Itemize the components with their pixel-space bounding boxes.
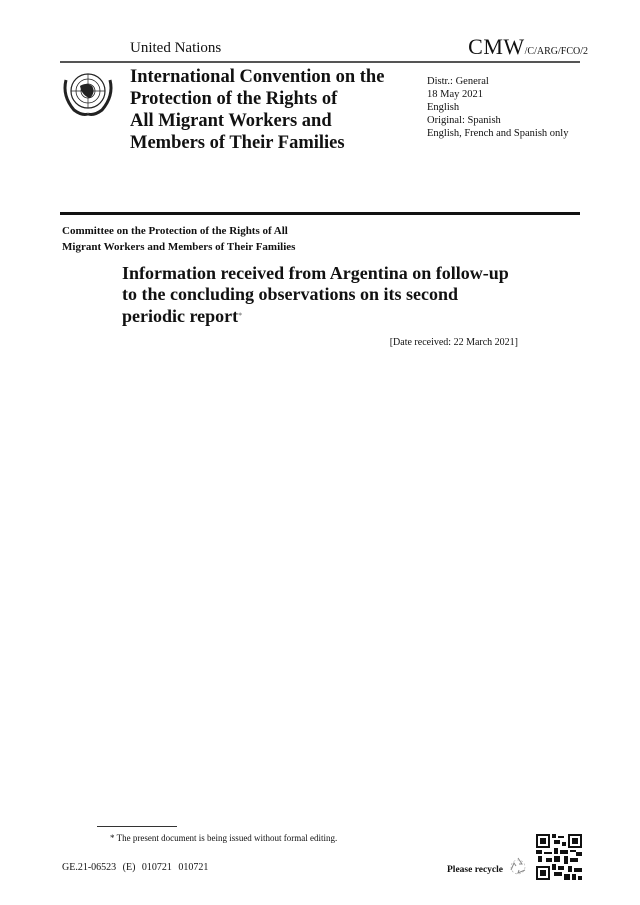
convention-line: Members of Their Families [130,133,345,153]
symbol-suffix: /C/ARG/FCO/2 [524,46,588,57]
distribution-languages: English, French and Spanish only [427,128,569,139]
committee-line: Migrant Workers and Members of Their Families [62,241,296,253]
distribution-date: 18 May 2021 [427,89,483,100]
distribution-line: Distr.: General [427,76,489,87]
title-line: Information received from Argentina on follow-up [122,263,509,283]
footnote-rule [97,826,177,827]
distribution-block [427,75,568,140]
recycle-icon [508,856,528,876]
convention-title [130,66,384,154]
convention-line: All Migrant Workers and [130,111,332,131]
distribution-original: Original: Spanish [427,115,501,126]
committee-name [62,223,295,255]
un-emblem-icon [60,66,116,120]
footnote-text: * The present document is being issued without formal editing. [110,833,338,843]
job-number: GE.21-06523 (E) 010721 010721 [62,862,209,873]
recycle-label: Please recycle [447,865,503,875]
title-line: to the concluding observations on its second [122,284,459,304]
committee-line: Committee on the Protection of the Rights of All [62,225,288,237]
convention-line: International Convention on the [130,67,385,87]
title-line: periodic report [122,306,239,326]
document-title [122,263,509,327]
symbol-main: CMW [468,34,525,59]
organization-name: United Nations [130,40,222,56]
masthead-rule [60,212,580,215]
footnote-mark[interactable]: * [238,311,243,320]
date-received: [Date received: 22 March 2021] [389,337,518,348]
qr-code-icon[interactable] [536,834,582,880]
document-symbol [468,34,588,60]
convention-line: Protection of the Rights of [130,89,338,109]
distribution-language: English [427,102,460,113]
header-rule [60,61,580,63]
